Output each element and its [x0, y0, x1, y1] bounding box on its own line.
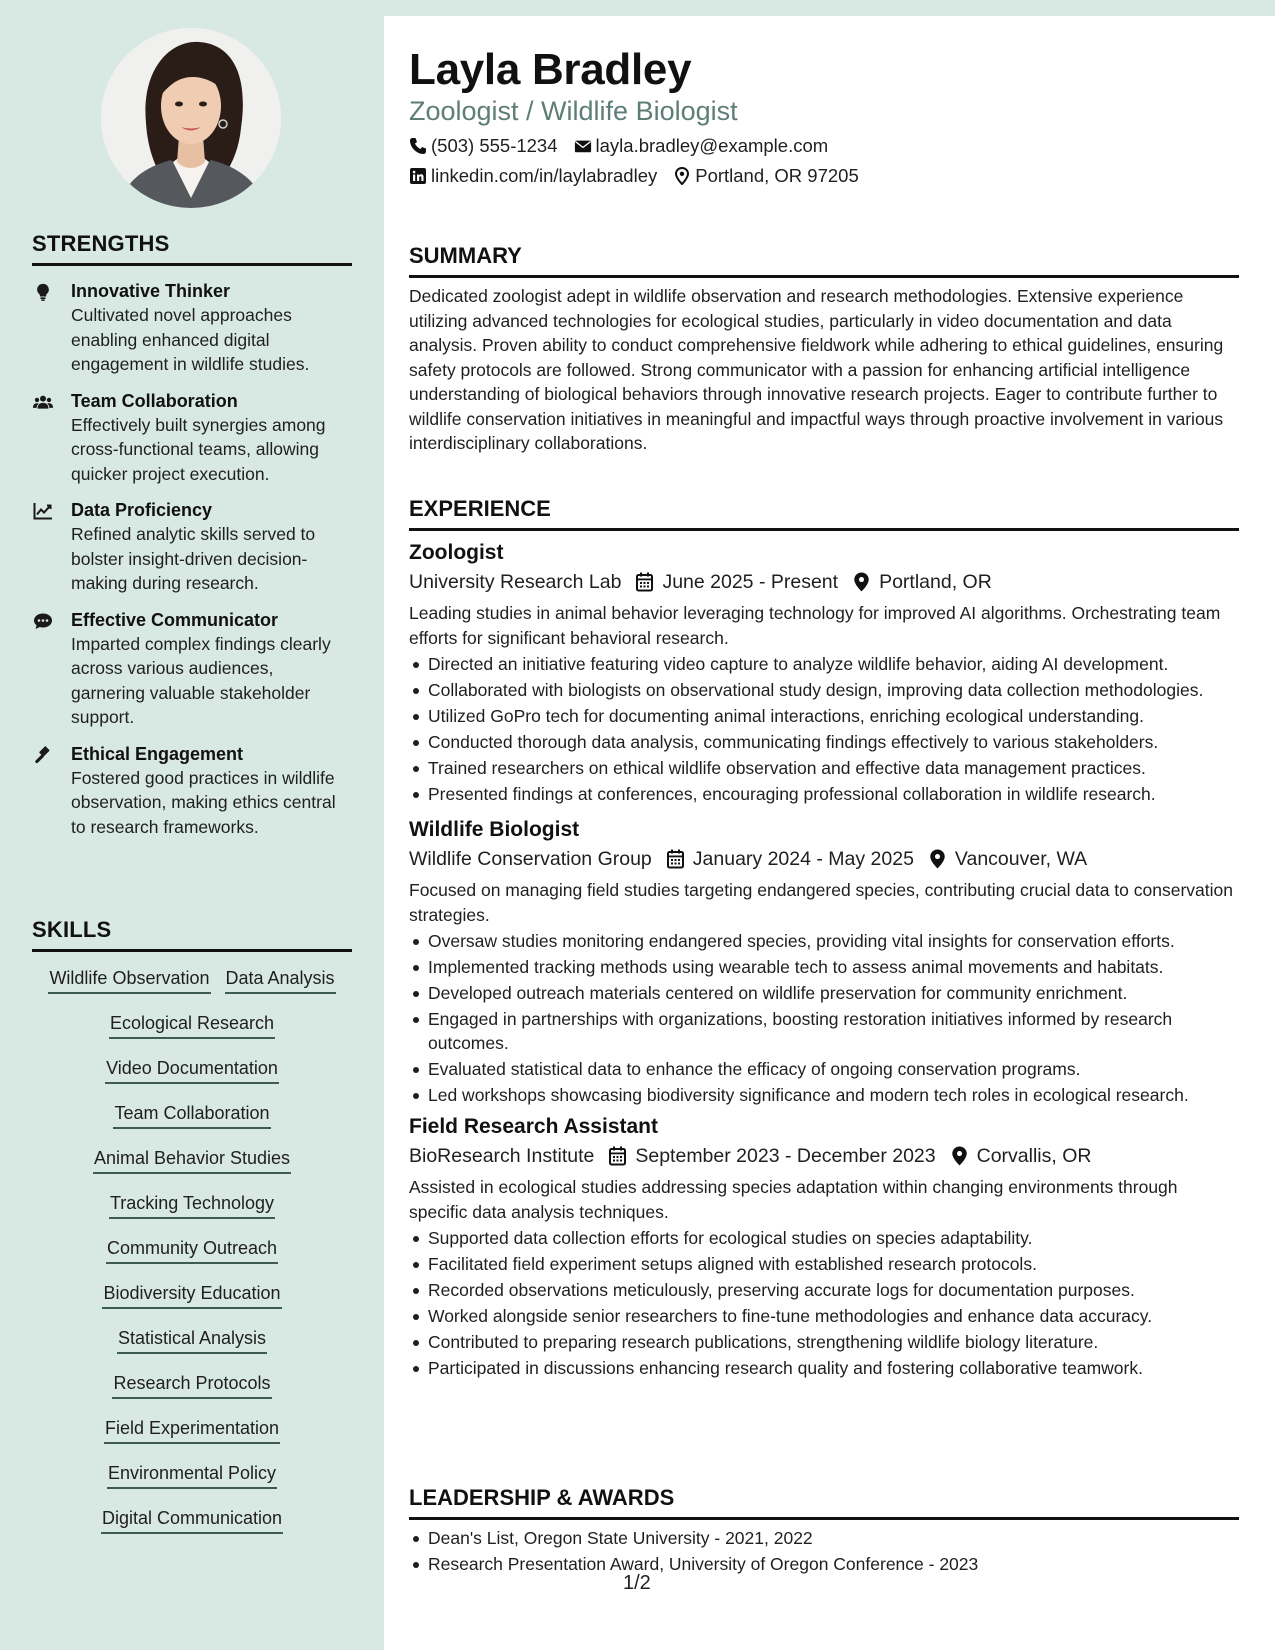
- strength-desc: Effectively built synergies among cross-functional teams, allowing quicker project execution.: [71, 414, 326, 484]
- calendar-icon: [635, 572, 654, 592]
- job-dates: [666, 844, 914, 874]
- strength-title: Team Collaboration: [71, 390, 238, 411]
- job-org: University Research Lab: [409, 571, 622, 593]
- job-bullet: Facilitated field experiment setups aligned with established research protocols.: [409, 1252, 1239, 1276]
- skill-tag: Data Analysis: [225, 966, 336, 994]
- job-dates-text: January 2024 - May 2025: [692, 848, 914, 870]
- strength-item: [32, 742, 352, 840]
- strength-title: Effective Communicator: [71, 609, 279, 630]
- envelope-icon: [574, 137, 592, 155]
- job-bullet: Evaluated statistical data to enhance the efficacy of ongoing conservation programs.: [409, 1057, 1239, 1081]
- strength-desc: Refined analytic skills served to bolster insight-driven decision-making during research.: [71, 524, 316, 593]
- leadership-section: [409, 1485, 1239, 1576]
- job-bullet: Engaged in partnerships with organizations, boosting restoration initiatives informed by research outcomes.: [409, 1007, 1239, 1055]
- job-bullet: Collaborated with biologists on observational study design, improving data collection methodologies.: [409, 678, 1239, 702]
- award-item: Research Presentation Award, University of Oregon Conference - 2023: [409, 1552, 1239, 1576]
- strength-item: [32, 389, 352, 487]
- job-description: Assisted in ecological studies addressing species adaptation within changing environments through specific data analysis techniques.: [409, 1177, 1178, 1222]
- job-entry: [409, 539, 1239, 806]
- skill-tag: Ecological Research: [109, 1011, 275, 1039]
- job-title: Zoologist: [409, 541, 504, 564]
- skill-tag: Team Collaboration: [113, 1101, 270, 1129]
- summary-heading: SUMMARY: [409, 243, 522, 268]
- map-pin-icon: [673, 167, 691, 185]
- job-bullets: [409, 652, 1239, 806]
- location-contact: [673, 164, 859, 188]
- strengths-rule: [32, 263, 352, 266]
- job-dates: [608, 1141, 935, 1171]
- job-dates-text: June 2025 - Present: [662, 571, 839, 593]
- job-entry: [409, 816, 1239, 1107]
- job-org: BioResearch Institute: [409, 1145, 595, 1167]
- lightbulb-icon: [32, 282, 54, 302]
- job-location-text: Corvallis, OR: [976, 1145, 1092, 1167]
- job-org: Wildlife Conservation Group: [409, 848, 652, 870]
- candidate-role: Zoologist / Wildlife Biologist: [409, 96, 738, 126]
- job-meta: [409, 844, 1239, 874]
- strengths-heading: STRENGTHS: [32, 231, 170, 256]
- map-pin-icon: [852, 572, 871, 592]
- strength-title: Innovative Thinker: [71, 281, 231, 301]
- job-bullet: Participated in discussions enhancing research quality and fostering collaborative teamwork.: [409, 1356, 1239, 1380]
- gavel-icon: [32, 745, 54, 765]
- strength-title: Data Proficiency: [71, 500, 213, 520]
- experience-heading: EXPERIENCE: [409, 496, 551, 521]
- award-item: Dean's List, Oregon State University - 2021, 2022: [409, 1526, 1239, 1550]
- job-description: Leading studies in animal behavior leveraging technology for improved AI algorithms. Orchestrating team efforts for significant behavioral research.: [409, 603, 1221, 648]
- email-text[interactable]: layla.bradley@example.com: [595, 135, 829, 156]
- experience-rule: [409, 528, 1239, 531]
- skill-tag: Field Experimentation: [104, 1416, 280, 1444]
- avatar-illustration: [101, 28, 281, 208]
- job-description: Focused on managing field studies targeting endangered species, contributing crucial data to conservation strategies.: [409, 880, 1233, 925]
- skill-tag: Wildlife Observation: [48, 966, 210, 994]
- contact-row-1: [409, 134, 844, 158]
- job-location: [852, 567, 992, 597]
- job-entry: [409, 1113, 1239, 1380]
- chart-line-icon: [32, 501, 54, 521]
- contact-row-2: [409, 164, 875, 188]
- skill-tag: Research Protocols: [112, 1371, 271, 1399]
- job-bullet: Conducted thorough data analysis, communicating findings effectively to various stakeholders.: [409, 730, 1239, 754]
- skills-heading: SKILLS: [32, 917, 112, 942]
- skill-tag: Statistical Analysis: [117, 1326, 267, 1354]
- strengths-list: [32, 279, 352, 839]
- job-dates-text: September 2023 - December 2023: [635, 1145, 936, 1167]
- job-bullets: [409, 1226, 1239, 1380]
- strength-item: [32, 608, 352, 730]
- job-bullet: Worked alongside senior researchers to fine-tune methodologies and enhance data accuracy.: [409, 1304, 1239, 1328]
- strength-item: [32, 279, 352, 377]
- calendar-icon: [608, 1146, 627, 1166]
- phone-text: (503) 555-1234: [431, 135, 558, 156]
- experience-section: [409, 496, 1239, 1380]
- users-icon: [32, 392, 54, 412]
- candidate-name: Layla Bradley: [409, 45, 692, 94]
- skill-tag: Video Documentation: [105, 1056, 279, 1084]
- job-location: [950, 1141, 1092, 1171]
- skill-tag: Tracking Technology: [109, 1191, 275, 1219]
- job-location-text: Portland, OR: [879, 571, 992, 593]
- strengths-section: [32, 231, 352, 839]
- job-bullet: Oversaw studies monitoring endangered species, providing vital insights for conservation efforts.: [409, 929, 1239, 953]
- job-bullet: Recorded observations meticulously, preserving accurate logs for documentation purposes.: [409, 1278, 1239, 1302]
- skill-tag: Animal Behavior Studies: [93, 1146, 291, 1174]
- job-dates: [635, 567, 838, 597]
- phone-icon: [409, 137, 427, 155]
- email-contact[interactable]: [574, 134, 829, 158]
- summary-rule: [409, 275, 1239, 278]
- awards-list: [409, 1526, 1239, 1576]
- strength-desc: Fostered good practices in wildlife observation, making ethics central to research frameworks.: [71, 767, 336, 837]
- skills-list: [32, 952, 352, 1551]
- job-location: [928, 844, 1087, 874]
- skill-tag: Community Outreach: [106, 1236, 278, 1264]
- strength-title: Ethical Engagement: [71, 743, 244, 764]
- chat-bubble-icon: [32, 611, 54, 631]
- job-bullet: Implemented tracking methods using wearable tech to assess animal movements and habitats.: [409, 955, 1239, 979]
- job-bullet: Presented findings at conferences, encouraging professional collaboration in wildlife research.: [409, 782, 1239, 806]
- job-location-text: Vancouver, WA: [954, 848, 1088, 870]
- job-title: Field Research Assistant: [409, 1115, 658, 1138]
- map-pin-icon: [950, 1146, 969, 1166]
- summary-text: Dedicated zoologist adept in wildlife observation and research methodologies. Extensive experience utilizing advanced technologies for ecological studies, particularly in video documentation and data analysis. Proven ability to conduct comprehensive fieldwork while adhering to ethical guidelines, ensuring safety protocols are followed. Strong communicator with a passion for enhancing artificial intelligence understanding of biological behaviors through innovative research projects. Eager to contribute further to wildlife conservation initiatives in meaningful and impactful ways through proactive involvement in various interdisciplinary collaborations.: [409, 286, 1224, 453]
- skill-tag: Digital Communication: [101, 1506, 283, 1534]
- job-bullet: Trained researchers on ethical wildlife observation and effective data management practices.: [409, 756, 1239, 780]
- skill-tag: Biodiversity Education: [102, 1281, 281, 1309]
- strength-item: [32, 498, 352, 596]
- job-bullet: Directed an initiative featuring video capture to analyze wildlife behavior, aiding AI development.: [409, 652, 1239, 676]
- profile-photo: [101, 28, 281, 208]
- linkedin-contact[interactable]: [409, 164, 657, 188]
- skill-tag: Environmental Policy: [107, 1461, 277, 1489]
- leadership-rule: [409, 1517, 1239, 1520]
- job-bullet: Led workshops showcasing biodiversity significance and modern tech roles in ecological research.: [409, 1083, 1239, 1107]
- job-title: Wildlife Biologist: [409, 818, 580, 841]
- job-bullet: Utilized GoPro tech for documenting animal interactions, enriching ecological understanding.: [409, 704, 1239, 728]
- phone-contact: [409, 134, 558, 158]
- skills-section: [32, 917, 352, 1551]
- job-bullet: Supported data collection efforts for ecological studies on species adaptability.: [409, 1226, 1239, 1250]
- strength-desc: Imparted complex findings clearly across various audiences, garnering valuable stakeholder support.: [71, 633, 331, 727]
- location-text: Portland, OR 97205: [695, 165, 859, 186]
- job-bullet: Contributed to preparing research publications, strengthening wildlife biology literature.: [409, 1330, 1239, 1354]
- job-meta: [409, 1141, 1239, 1171]
- calendar-icon: [666, 849, 685, 869]
- summary-section: [409, 243, 1239, 456]
- job-meta: [409, 567, 1239, 597]
- strength-desc: Cultivated novel approaches enabling enhanced digital engagement in wildlife studies.: [71, 305, 310, 374]
- map-pin-icon: [928, 849, 947, 869]
- leadership-heading: LEADERSHIP & AWARDS: [409, 1485, 675, 1510]
- page-number: 1/2: [623, 1572, 651, 1594]
- job-bullet: Developed outreach materials centered on wildlife preservation for community enrichment.: [409, 981, 1239, 1005]
- job-bullets: [409, 929, 1239, 1107]
- linkedin-icon: [409, 167, 427, 185]
- linkedin-text[interactable]: linkedin.com/in/laylabradley: [431, 165, 658, 186]
